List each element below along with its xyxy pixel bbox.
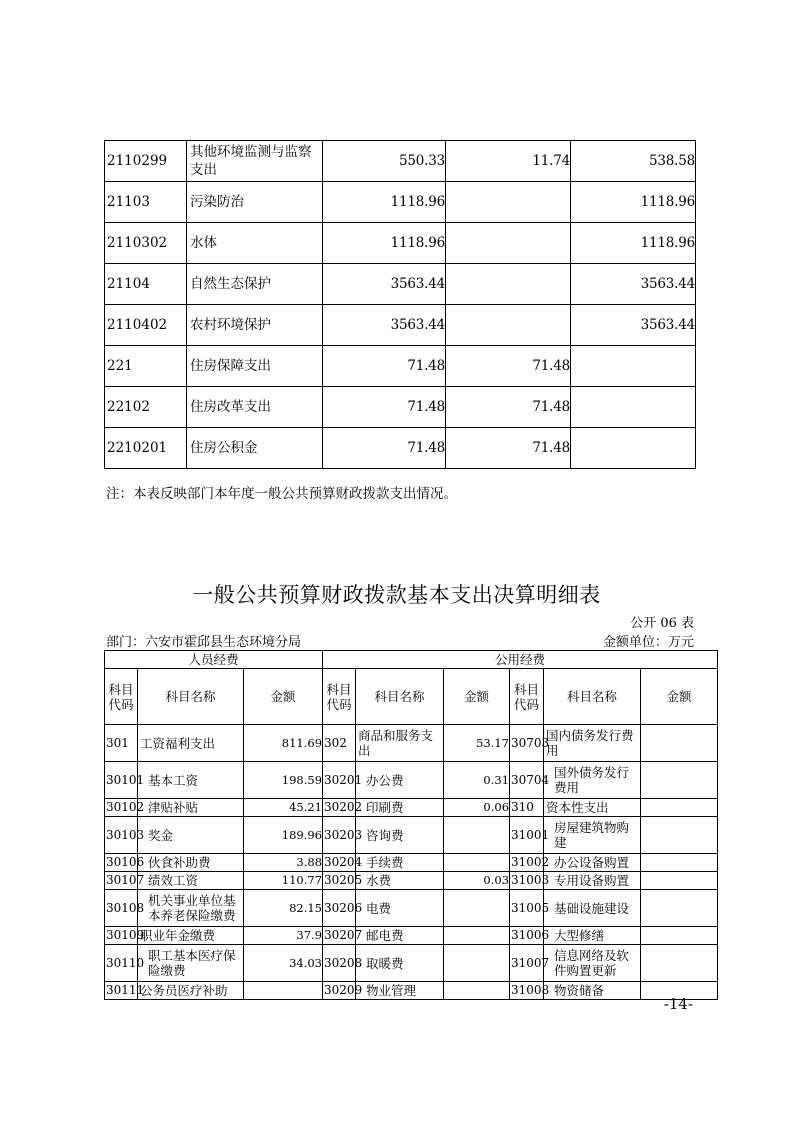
public-name: 电费 <box>356 890 444 927</box>
personnel-name: 基本工资 <box>138 762 244 799</box>
public-name: 专用设备购置 <box>544 872 641 890</box>
personnel-name: 职工基本医疗保险缴费 <box>138 945 244 982</box>
col-header-amount: 金额 <box>244 669 323 725</box>
row-project: 3563.44 <box>571 305 696 346</box>
row-project: 1118.96 <box>571 223 696 264</box>
table-row <box>105 762 718 799</box>
personnel-name: 奖金 <box>138 817 244 854</box>
row-name: 自然生态保护 <box>187 264 323 305</box>
col-header-amount: 金额 <box>444 669 510 725</box>
table-row <box>105 817 718 854</box>
table-note: 注：本表反映部门本年度一般公共预算财政拨款支出情况。 <box>106 486 457 502</box>
row-code: 21104 <box>105 264 187 305</box>
table-row <box>105 182 696 223</box>
public-code: 30703 <box>510 725 544 762</box>
personnel-amount: 82.15 <box>244 890 323 927</box>
public-amount: 0.06 <box>444 799 510 817</box>
public-name: 印刷费 <box>356 799 444 817</box>
public-amount <box>444 945 510 982</box>
public-name: 房屋建筑物购建 <box>544 817 641 854</box>
table-row <box>105 725 718 762</box>
row-total: 71.48 <box>323 428 446 469</box>
personnel-name: 伙食补助费 <box>138 854 244 872</box>
row-total: 550.33 <box>323 141 446 182</box>
row-total: 71.48 <box>323 387 446 428</box>
row-basic <box>446 305 571 346</box>
public-name: 办公设备购置 <box>544 854 641 872</box>
personnel-name: 公务员医疗补助 <box>138 982 244 1000</box>
public-name: 水费 <box>356 872 444 890</box>
expenditure-table-continued <box>104 140 696 469</box>
row-name: 农村环境保护 <box>187 305 323 346</box>
col-header-amount: 金额 <box>641 669 718 725</box>
public-code: 31006 <box>510 927 544 945</box>
row-project <box>571 346 696 387</box>
public-name: 邮电费 <box>356 927 444 945</box>
public-name: 基础设施建设 <box>544 890 641 927</box>
row-code: 2110299 <box>105 141 187 182</box>
table-row <box>105 141 696 182</box>
public-code: 30205 <box>323 872 356 890</box>
basic-expenditure-detail-table <box>104 650 718 1000</box>
public-code: 30207 <box>323 927 356 945</box>
row-basic: 71.48 <box>446 387 571 428</box>
row-code: 21103 <box>105 182 187 223</box>
row-project <box>571 387 696 428</box>
public-code: 31002 <box>510 854 544 872</box>
table-row <box>105 264 696 305</box>
table-row <box>105 305 696 346</box>
public-name: 手续费 <box>356 854 444 872</box>
public-code: 30201 <box>323 762 356 799</box>
personnel-code: 30101 <box>105 762 138 799</box>
row-name: 水体 <box>187 223 323 264</box>
public-name: 物资储备 <box>544 982 641 1000</box>
form-number: 公开 06 表 <box>630 616 694 631</box>
row-code: 221 <box>105 346 187 387</box>
public-name: 国内债务发行费用 <box>544 725 641 762</box>
row-code: 2110402 <box>105 305 187 346</box>
public-amount: 53.17 <box>444 725 510 762</box>
public-code: 302 <box>323 725 356 762</box>
public-code: 31007 <box>510 945 544 982</box>
public-name: 咨询费 <box>356 817 444 854</box>
public-amount <box>444 927 510 945</box>
row-total: 3563.44 <box>323 264 446 305</box>
personnel-amount <box>244 982 323 1000</box>
public-amount <box>444 982 510 1000</box>
personnel-amount: 34.03 <box>244 945 323 982</box>
table-row <box>105 346 696 387</box>
personnel-name: 津贴补贴 <box>138 799 244 817</box>
row-name: 住房保障支出 <box>187 346 323 387</box>
public-name: 商品和服务支出 <box>356 725 444 762</box>
personnel-amount: 198.59 <box>244 762 323 799</box>
personnel-name: 职业年金缴费 <box>138 927 244 945</box>
personnel-amount: 37.9 <box>244 927 323 945</box>
public-amount <box>641 872 718 890</box>
personnel-code: 30102 <box>105 799 138 817</box>
col-header-code: 科目代码 <box>105 669 138 725</box>
col-header-name: 科目名称 <box>356 669 444 725</box>
row-code: 22102 <box>105 387 187 428</box>
public-code: 30208 <box>323 945 356 982</box>
table-row <box>105 890 718 927</box>
personnel-code: 30107 <box>105 872 138 890</box>
amount-unit-label: 金额单位：万元 <box>602 635 694 650</box>
page-number: -14- <box>663 995 693 1013</box>
row-code: 2210201 <box>105 428 187 469</box>
row-name: 污染防治 <box>187 182 323 223</box>
table-row <box>105 945 718 982</box>
table-row <box>105 854 718 872</box>
row-name: 住房公积金 <box>187 428 323 469</box>
public-code: 30209 <box>323 982 356 1000</box>
row-total: 1118.96 <box>323 182 446 223</box>
col-header-code: 科目代码 <box>510 669 544 725</box>
public-code: 31008 <box>510 982 544 1000</box>
row-basic: 71.48 <box>446 346 571 387</box>
page-title: 一般公共预算财政拨款基本支出决算明细表 <box>192 583 601 607</box>
table-row <box>105 799 718 817</box>
col-header-name: 科目名称 <box>138 669 244 725</box>
row-code: 2110302 <box>105 223 187 264</box>
row-project: 1118.96 <box>571 182 696 223</box>
public-name: 物业管理 <box>356 982 444 1000</box>
public-code: 31005 <box>510 890 544 927</box>
public-amount <box>641 762 718 799</box>
row-project: 3563.44 <box>571 264 696 305</box>
personnel-code: 30103 <box>105 817 138 854</box>
table-row <box>105 428 696 469</box>
personnel-code: 30106 <box>105 854 138 872</box>
personnel-code: 30111 <box>105 982 138 1000</box>
row-project <box>571 428 696 469</box>
public-name: 取暖费 <box>356 945 444 982</box>
col-header-code: 科目代码 <box>323 669 356 725</box>
personnel-name: 机关事业单位基本养老保险缴费 <box>138 890 244 927</box>
public-amount <box>641 817 718 854</box>
public-name: 办公费 <box>356 762 444 799</box>
row-project: 538.58 <box>571 141 696 182</box>
public-name: 信息网络及软件购置更新 <box>544 945 641 982</box>
row-total: 1118.96 <box>323 223 446 264</box>
public-amount <box>444 817 510 854</box>
group-header-personnel: 人员经费 <box>105 651 323 669</box>
col-header-name: 科目名称 <box>544 669 641 725</box>
department-label: 部门：六安市霍邱县生态环境分局 <box>106 635 302 650</box>
row-total: 3563.44 <box>323 305 446 346</box>
public-name: 国外债务发行费用 <box>544 762 641 799</box>
table-row <box>105 927 718 945</box>
public-code: 30704 <box>510 762 544 799</box>
row-name: 住房改革支出 <box>187 387 323 428</box>
personnel-amount: 45.21 <box>244 799 323 817</box>
row-basic: 11.74 <box>446 141 571 182</box>
table-row <box>105 387 696 428</box>
personnel-amount: 110.77 <box>244 872 323 890</box>
row-basic <box>446 264 571 305</box>
personnel-amount: 3.88 <box>244 854 323 872</box>
public-code: 30206 <box>323 890 356 927</box>
public-code: 30204 <box>323 854 356 872</box>
public-code: 30203 <box>323 817 356 854</box>
public-name: 大型修缮 <box>544 927 641 945</box>
row-total: 71.48 <box>323 346 446 387</box>
public-amount <box>641 927 718 945</box>
personnel-name: 工资福利支出 <box>138 725 244 762</box>
public-amount <box>641 799 718 817</box>
table-row <box>105 223 696 264</box>
public-code: 31001 <box>510 817 544 854</box>
row-name: 其他环境监测与监察支出 <box>187 141 323 182</box>
personnel-code: 301 <box>105 725 138 762</box>
table-row <box>105 982 718 1000</box>
personnel-amount: 189.96 <box>244 817 323 854</box>
personnel-code: 30110 <box>105 945 138 982</box>
public-amount: 0.31 <box>444 762 510 799</box>
row-basic: 71.48 <box>446 428 571 469</box>
row-basic <box>446 223 571 264</box>
public-amount <box>641 854 718 872</box>
group-header-public: 公用经费 <box>323 651 718 669</box>
public-amount: 0.03 <box>444 872 510 890</box>
public-amount <box>444 890 510 927</box>
public-code: 30202 <box>323 799 356 817</box>
row-basic <box>446 182 571 223</box>
personnel-name: 绩效工资 <box>138 872 244 890</box>
public-amount <box>641 890 718 927</box>
personnel-code: 30109 <box>105 927 138 945</box>
public-code: 31003 <box>510 872 544 890</box>
public-code: 310 <box>510 799 544 817</box>
public-amount <box>641 725 718 762</box>
public-amount <box>641 945 718 982</box>
table-row <box>105 872 718 890</box>
public-name: 资本性支出 <box>544 799 641 817</box>
personnel-code: 30108 <box>105 890 138 927</box>
public-amount <box>444 854 510 872</box>
personnel-amount: 811.69 <box>244 725 323 762</box>
